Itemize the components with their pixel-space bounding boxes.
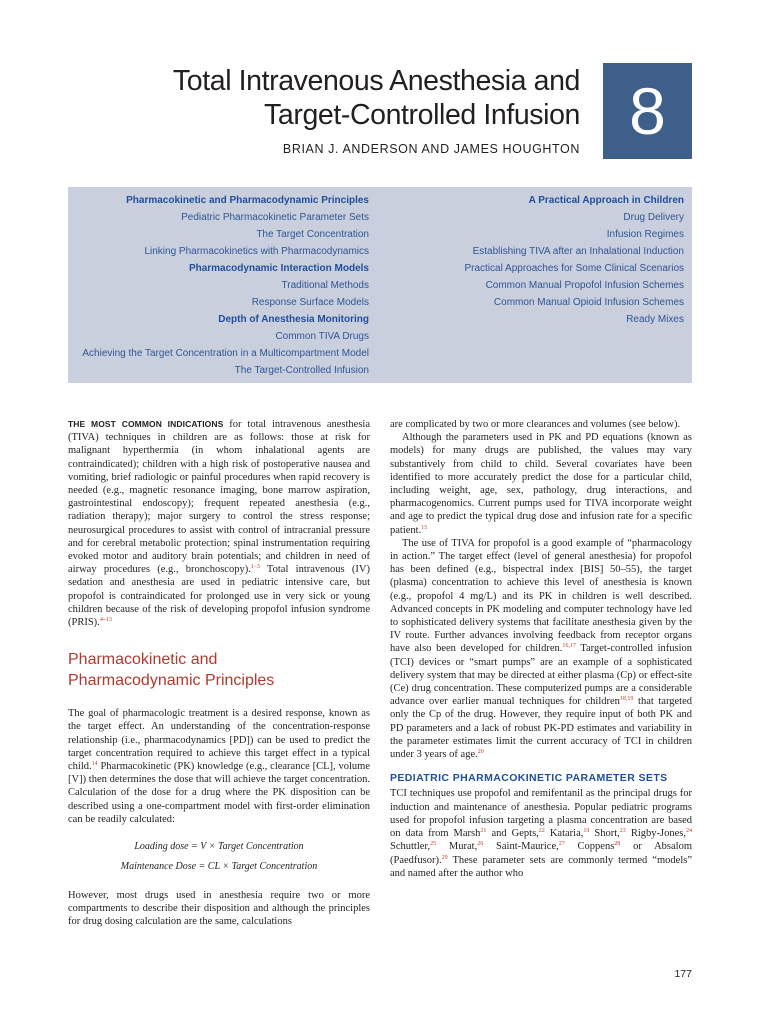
- body-paragraph: The use of TIVA for propofol is a good example of “pharmacology in action.” The target effect (level of general anesthesia) for propofol has been defined (e.g., bispectral index [BIS] 50–55), the target (plasma) concentration to achieve this level of anesthesia is known (e.g., propofol 4 mg/L) and its PK in children is well described. Advanced concepts in PK modeling and computer technology have led to sophisticated delivery systems that facilitate anesthesia given by the IV route. Further advances involving feedback from receptor organs have also been developed for children.$^{16,17}$ Target-controlled infusion (TCI) devices or “smart pumps” are an example of a sophisticated delivery system that may be directed at either plasma (Cp) or effect-site (Ce) drug concentration. These computerized pumps are a considerable advance over earlier manual techniques for children$^{18,19}$ that targeted only the Cp of the drug. However, they require input of both PK and PD parameters and a lack of robust PK-PD estimates and variability in the parameter estimates limit the current accuracy of TCI in children under 3 years of age.$^{20}$: [390, 537, 692, 761]
- citation-ref[interactable]: 23: [619, 828, 626, 835]
- citation-ref[interactable]: 22: [538, 828, 545, 835]
- outline-item[interactable]: Response Surface Models: [251, 297, 369, 308]
- citation-ref[interactable]: 1–3: [250, 564, 260, 571]
- citation-ref[interactable]: 28: [614, 841, 621, 848]
- outline-item[interactable]: Depth of Anesthesia Monitoring: [218, 314, 369, 325]
- citation-ref[interactable]: 14: [91, 761, 98, 768]
- body-column-right: [390, 418, 692, 880]
- intro-paragraph: THE MOST COMMON INDICATIONS for total intravenous anesthesia (TIVA) techniques in children are as follows: those at risk for malignant hyperthermia (in whom inhalational agents are contraindicated); children with a high risk of postoperative nausea and vomiting, brief radiologic or painful procedures when rapid recovery is needed (e.g., magnetic resonance imaging, bone marrow aspiration, gastrointestinal endoscopy); frequent repeated anesthesia (e.g., radiation therapy); major surgery to control the stress response; neurosurgical procedures to assist with control of intracranial pressure and for cerebral metabolic protection; spinal instrumentation requiring evoked motor and auditory brain potentials; and children in need of airway procedures (e.g., bronchoscopy).$^{1-3}$ Total intravenous (IV) sedation and anesthesia are used in pediatric intensive care, but propofol is contraindicated for prolonged use in very sick or young children because of the risk of developing propofol infusion syndrome (PRIS).$^{4-13}$: [68, 419, 371, 629]
- chapter-title-line2: Target-Controlled Infusion: [264, 99, 580, 131]
- citation-ref[interactable]: 21: [480, 828, 487, 835]
- body-paragraph: TCI techniques use propofol and remifentanil as the principal drugs for induction and maintenance of anesthesia. Popular pediatric programs used for propofol infusion targeting a plasma concentration are based on data from Marsh$^{21}$ and Gepts,$^{22}$ Kataria,$^{19}$ Short,$^{23}$ Rigby-Jones,$^{24}$ Schuttler,$^{25}$ Murat,$^{26}$ Saint-Maurice,$^{27}$ Coppens$^{28}$ or Absalom (Paedfusor).$^{29}$ These parameter sets are commonly termed “models” and named after the author who: [390, 788, 692, 879]
- subsection-heading: PEDIATRIC PHARMACOKINETIC PARAMETER SETS: [390, 772, 668, 785]
- intro-lead-in: THE MOST COMMON INDICATIONS: [68, 419, 224, 429]
- body-paragraph: However, most drugs used in anesthesia require two or more compartments to describe their disposition and although the principles for drug dosing calculation are the same, calculations: [68, 890, 370, 928]
- citation-ref[interactable]: 25: [430, 841, 437, 848]
- outline-item[interactable]: Pediatric Pharmacokinetic Parameter Sets: [181, 212, 369, 223]
- outline-column-left: [82, 192, 369, 379]
- citation-ref[interactable]: 27: [558, 841, 565, 848]
- chapter-authors: BRIAN J. ANDERSON AND JAMES HOUGHTON: [282, 142, 580, 156]
- outline-item[interactable]: Establishing TIVA after an Inhalational Induction: [472, 246, 684, 257]
- citation-ref[interactable]: 18,19: [619, 696, 634, 703]
- citation-ref[interactable]: 29: [441, 854, 448, 861]
- outline-item[interactable]: The Target-Controlled Infusion: [234, 365, 369, 376]
- equation-block: [68, 837, 370, 877]
- body-paragraph: are complicated by two or more clearances and volumes (see below).: [390, 419, 681, 430]
- outline-item[interactable]: Infusion Regimes: [606, 229, 684, 240]
- citation-ref[interactable]: 19: [583, 828, 590, 835]
- outline-item[interactable]: Linking Pharmacokinetics with Pharmacodynamics: [144, 246, 369, 257]
- outline-column-right: [464, 192, 684, 328]
- outline-item[interactable]: The Target Concentration: [256, 229, 369, 240]
- outline-item[interactable]: Traditional Methods: [281, 280, 369, 291]
- citation-ref[interactable]: 4–13: [99, 617, 112, 624]
- section-heading: Pharmacokinetic and Pharmacodynamic Principles: [68, 651, 275, 690]
- equation-loading-dose: Loading dose = V × Target Concentration: [134, 841, 304, 853]
- outline-item[interactable]: Practical Approaches for Some Clinical Scenarios: [464, 263, 684, 274]
- citation-ref[interactable]: 15: [421, 524, 428, 531]
- citation-ref[interactable]: 16,17: [562, 643, 576, 650]
- chapter-title: [80, 64, 580, 132]
- citation-ref[interactable]: 20: [477, 749, 484, 756]
- outline-item[interactable]: Achieving the Target Concentration in a Multicompartment Model: [82, 348, 369, 359]
- chapter-outline-box: [68, 187, 692, 383]
- outline-item[interactable]: Common Manual Opioid Infusion Schemes: [493, 297, 684, 308]
- chapter-title-line1: Total Intravenous Anesthesia and: [172, 65, 580, 97]
- body-paragraph: The goal of pharmacologic treatment is a desired response, known as the target effect. An understanding of the concentration-response relationship (i.e., pharmacodynamics [PD]) can be used to predict the target concentration required to achieve this target effect in a typical child.$^{14}$ Pharmacokinetic (PK) knowledge (e.g., clearance [CL], volume [V]) then determines the dose that will achieve the target concentration. Calculation of the dose for a drug where the PK disposition can be described using a one-compartment model with first-order elimination can be readily calculated:: [68, 708, 370, 825]
- outline-item[interactable]: Pharmacodynamic Interaction Models: [188, 263, 369, 274]
- outline-item[interactable]: Ready Mixes: [626, 314, 684, 325]
- body-paragraph: Although the parameters used in PK and PD equations (known as models) for many drugs are published, the values may vary substantively from child to child. Several covariates have been identified to more accurately predict the dose for a particular child, including weight, age, sex, pathology, drug interactions, and pharmacogenomics. Current pumps used for TIVA incorporate weight and age to predict the typical drug dose and infusion rate for a specific patient.$^{15}$: [390, 432, 692, 536]
- equation-maintenance-dose: Maintenance Dose = CL × Target Concentration: [120, 861, 318, 873]
- page-number: 177: [674, 968, 692, 980]
- outline-item[interactable]: Pharmacokinetic and Pharmacodynamic Principles: [126, 195, 369, 206]
- chapter-number-badge: 8: [603, 63, 692, 159]
- outline-item[interactable]: Common Manual Propofol Infusion Schemes: [485, 280, 684, 291]
- outline-item[interactable]: A Practical Approach in Children: [528, 195, 684, 206]
- outline-item[interactable]: Drug Delivery: [623, 212, 684, 223]
- body-column-left: [68, 418, 370, 929]
- citation-ref[interactable]: 24: [685, 828, 692, 835]
- citation-ref[interactable]: 26: [477, 841, 484, 848]
- outline-item[interactable]: Common TIVA Drugs: [275, 331, 369, 342]
